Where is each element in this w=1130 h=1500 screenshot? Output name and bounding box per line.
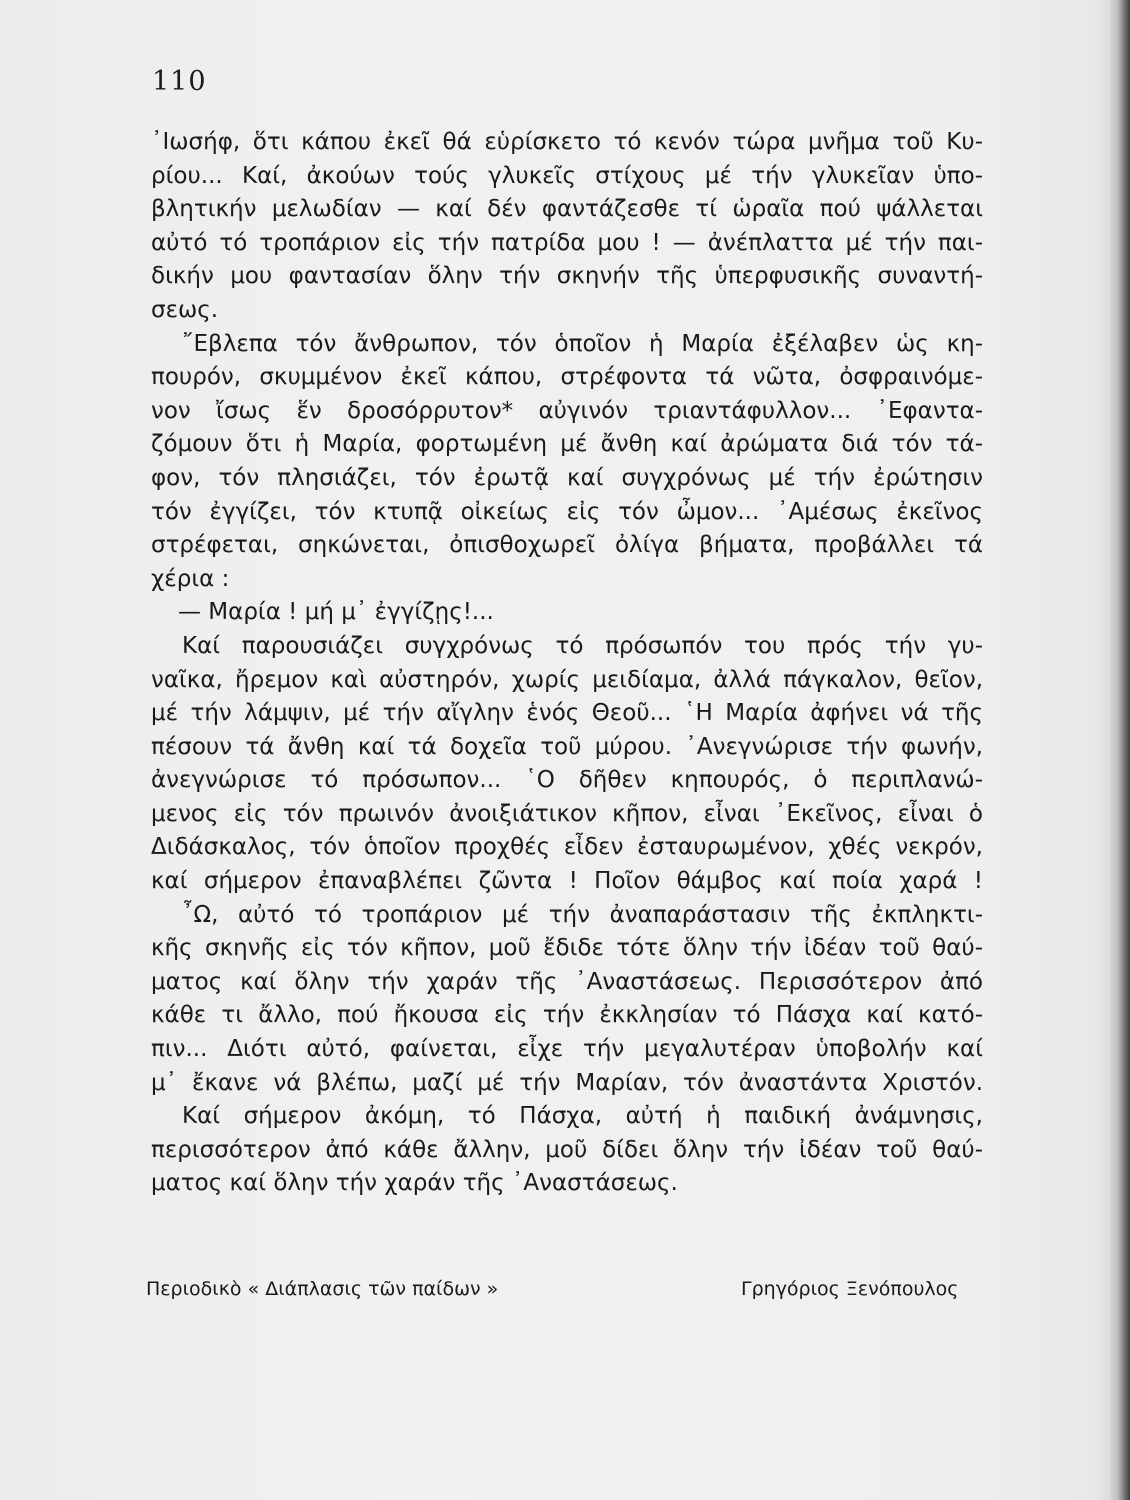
page-edge-shadow: [1110, 0, 1130, 1500]
text-line: στρέφεται, σηκώνεται, ὀπισθοχωρεῖ ὀλίγα βήματα, προβάλλει τά: [151, 532, 983, 559]
dialogue-line: — Μαρία ! μή μ᾿ ἐγγίζῃς!...: [178, 599, 494, 626]
source-citation: Περιοδικὸ « Διάπλασις τῶν παίδων »: [146, 1278, 499, 1300]
text-line: ρίου... Καί, ἀκούων τούς γλυκεῖς στίχους μέ τήν γλυκεῖαν ὑπο-: [151, 162, 983, 189]
text-line: φον, τόν πλησιάζει, τόν ἐρωτᾷ καί συγχρόνως μέ τήν ἐρώτησιν: [151, 464, 983, 491]
paragraph-first-line: ῎Εβλεπα τόν ἄνθρωπον, τόν ὁποῖον ἡ Μαρία ἐξέλαβεν ὡς κη-: [182, 330, 983, 357]
text-line: χέρια :: [151, 565, 230, 592]
text-line: καί σήμερον ἐπαναβλέπει ζῶντα ! Ποῖον θάμβος καί ποία χαρά !: [151, 868, 983, 895]
text-line: τόν ἐγγίζει, τόν κτυπᾷ οἰκείως εἰς τόν ὦμον... ᾿Αμέσως ἐκεῖνος: [151, 498, 983, 525]
text-line: νον ἴσως ἕν δροσόρρυτον* αὐγινόν τριαντάφυλλον... ᾿Εφαντα-: [151, 397, 983, 424]
paragraph-first-line: Καί παρουσιάζει συγχρόνως τό πρόσωπόν του πρός τήν γυ-: [182, 632, 983, 659]
text-line: σεως.: [151, 296, 219, 323]
text-line: ἀνεγνώρισε τό πρόσωπον... ῾Ο δῆθεν κηπουρός, ὁ περιπλανώ-: [151, 767, 983, 794]
text-line: περισσότερον ἀπό κάθε ἄλλην, μοῦ δίδει ὅλην τήν ἰδέαν τοῦ θαύ-: [151, 1136, 983, 1163]
text-line: ᾿Ιωσήφ, ὅτι κάπου ἐκεῖ θά εὑρίσκετο τό κενόν τώρα μνῆμα τοῦ Κυ-: [151, 129, 983, 155]
text-line: ναῖκα, ἤρεμον καὶ αὐστηρόν, χωρίς μειδίαμα, ἀλλά πάγκαλον, θεῖον,: [151, 666, 983, 693]
page-number: 110: [152, 66, 207, 97]
author-name: Γρηγόριος Ξενόπουλος: [741, 1278, 959, 1300]
text-line: μέ τήν λάμψιν, μέ τήν αἴγλην ἑνός Θεοῦ... ῾Η Μαρία ἀφήνει νά τῆς: [151, 700, 983, 727]
paragraph-first-line: ῏Ω, αὐτό τό τροπάριον μέ τήν ἀναπαράστασιν τῆς ἐκπληκτι-: [182, 901, 983, 928]
text-line: αὐτό τό τροπάριον εἰς τήν πατρίδα μου ! — ἀνέπλαττα μέ τήν παι-: [151, 229, 983, 256]
text-line: πέσουν τά ἄνθη καί τά δοχεῖα τοῦ μύρου. ᾿Ανεγνώρισε τήν φωνήν,: [151, 733, 983, 760]
text-line: Διδάσκαλος, τόν ὁποῖον προχθές εἶδεν ἐσταυρωμένον, χθές νεκρόν,: [151, 834, 983, 861]
text-line: ματος καί ὅλην τήν χαράν τῆς ᾿Αναστάσεως.: [151, 1170, 678, 1197]
text-line: ζόμουν ὅτι ἡ Μαρία, φορτωμένη μέ ἄνθη καί ἀρώματα διά τόν τά-: [151, 431, 983, 458]
body-text: [151, 126, 983, 1201]
text-line: ματος καί ὅλην τήν χαράν τῆς ᾿Αναστάσεως. Περισσότερον ἀπό: [151, 968, 983, 995]
text-line: πουρόν, σκυμμένον ἐκεῖ κάπου, στρέφοντα τά νῶτα, ὀσφραινόμε-: [151, 364, 983, 391]
text-line: μενος εἰς τόν πρωινόν ἀνοιξιάτικον κῆπον, εἶναι ᾿Εκεῖνος, εἶναι ὁ: [151, 800, 983, 827]
text-line: κάθε τι ἄλλο, πού ἤκουσα εἰς τήν ἐκκλησίαν τό Πάσχα καί κατό-: [151, 1002, 983, 1029]
text-line: πιν... Διότι αὐτό, φαίνεται, εἶχε τήν μεγαλυτέραν ὑποβολήν καί: [151, 1036, 983, 1063]
text-line: βλητικήν μελωδίαν — καί δέν φαντάζεσθε τί ὡραῖα πού ψάλλεται: [151, 196, 983, 223]
paragraph-first-line: Καί σήμερον ἀκόμη, τό Πάσχα, αὐτή ἡ παιδική ἀνάμνησις,: [182, 1103, 983, 1130]
text-line: μ᾿ ἔκανε νά βλέπω, μαζί μέ τήν Μαρίαν, τόν ἀναστάντα Χριστόν.: [151, 1069, 983, 1096]
text-line: δικήν μου φαντασίαν ὅλην τήν σκηνήν τῆς ὑπερφυσικῆς συναντή-: [151, 263, 983, 290]
text-line: κῆς σκηνῆς εἰς τόν κῆπον, μοῦ ἔδιδε τότε ὅλην τήν ἰδέαν τοῦ θαύ-: [151, 935, 983, 962]
